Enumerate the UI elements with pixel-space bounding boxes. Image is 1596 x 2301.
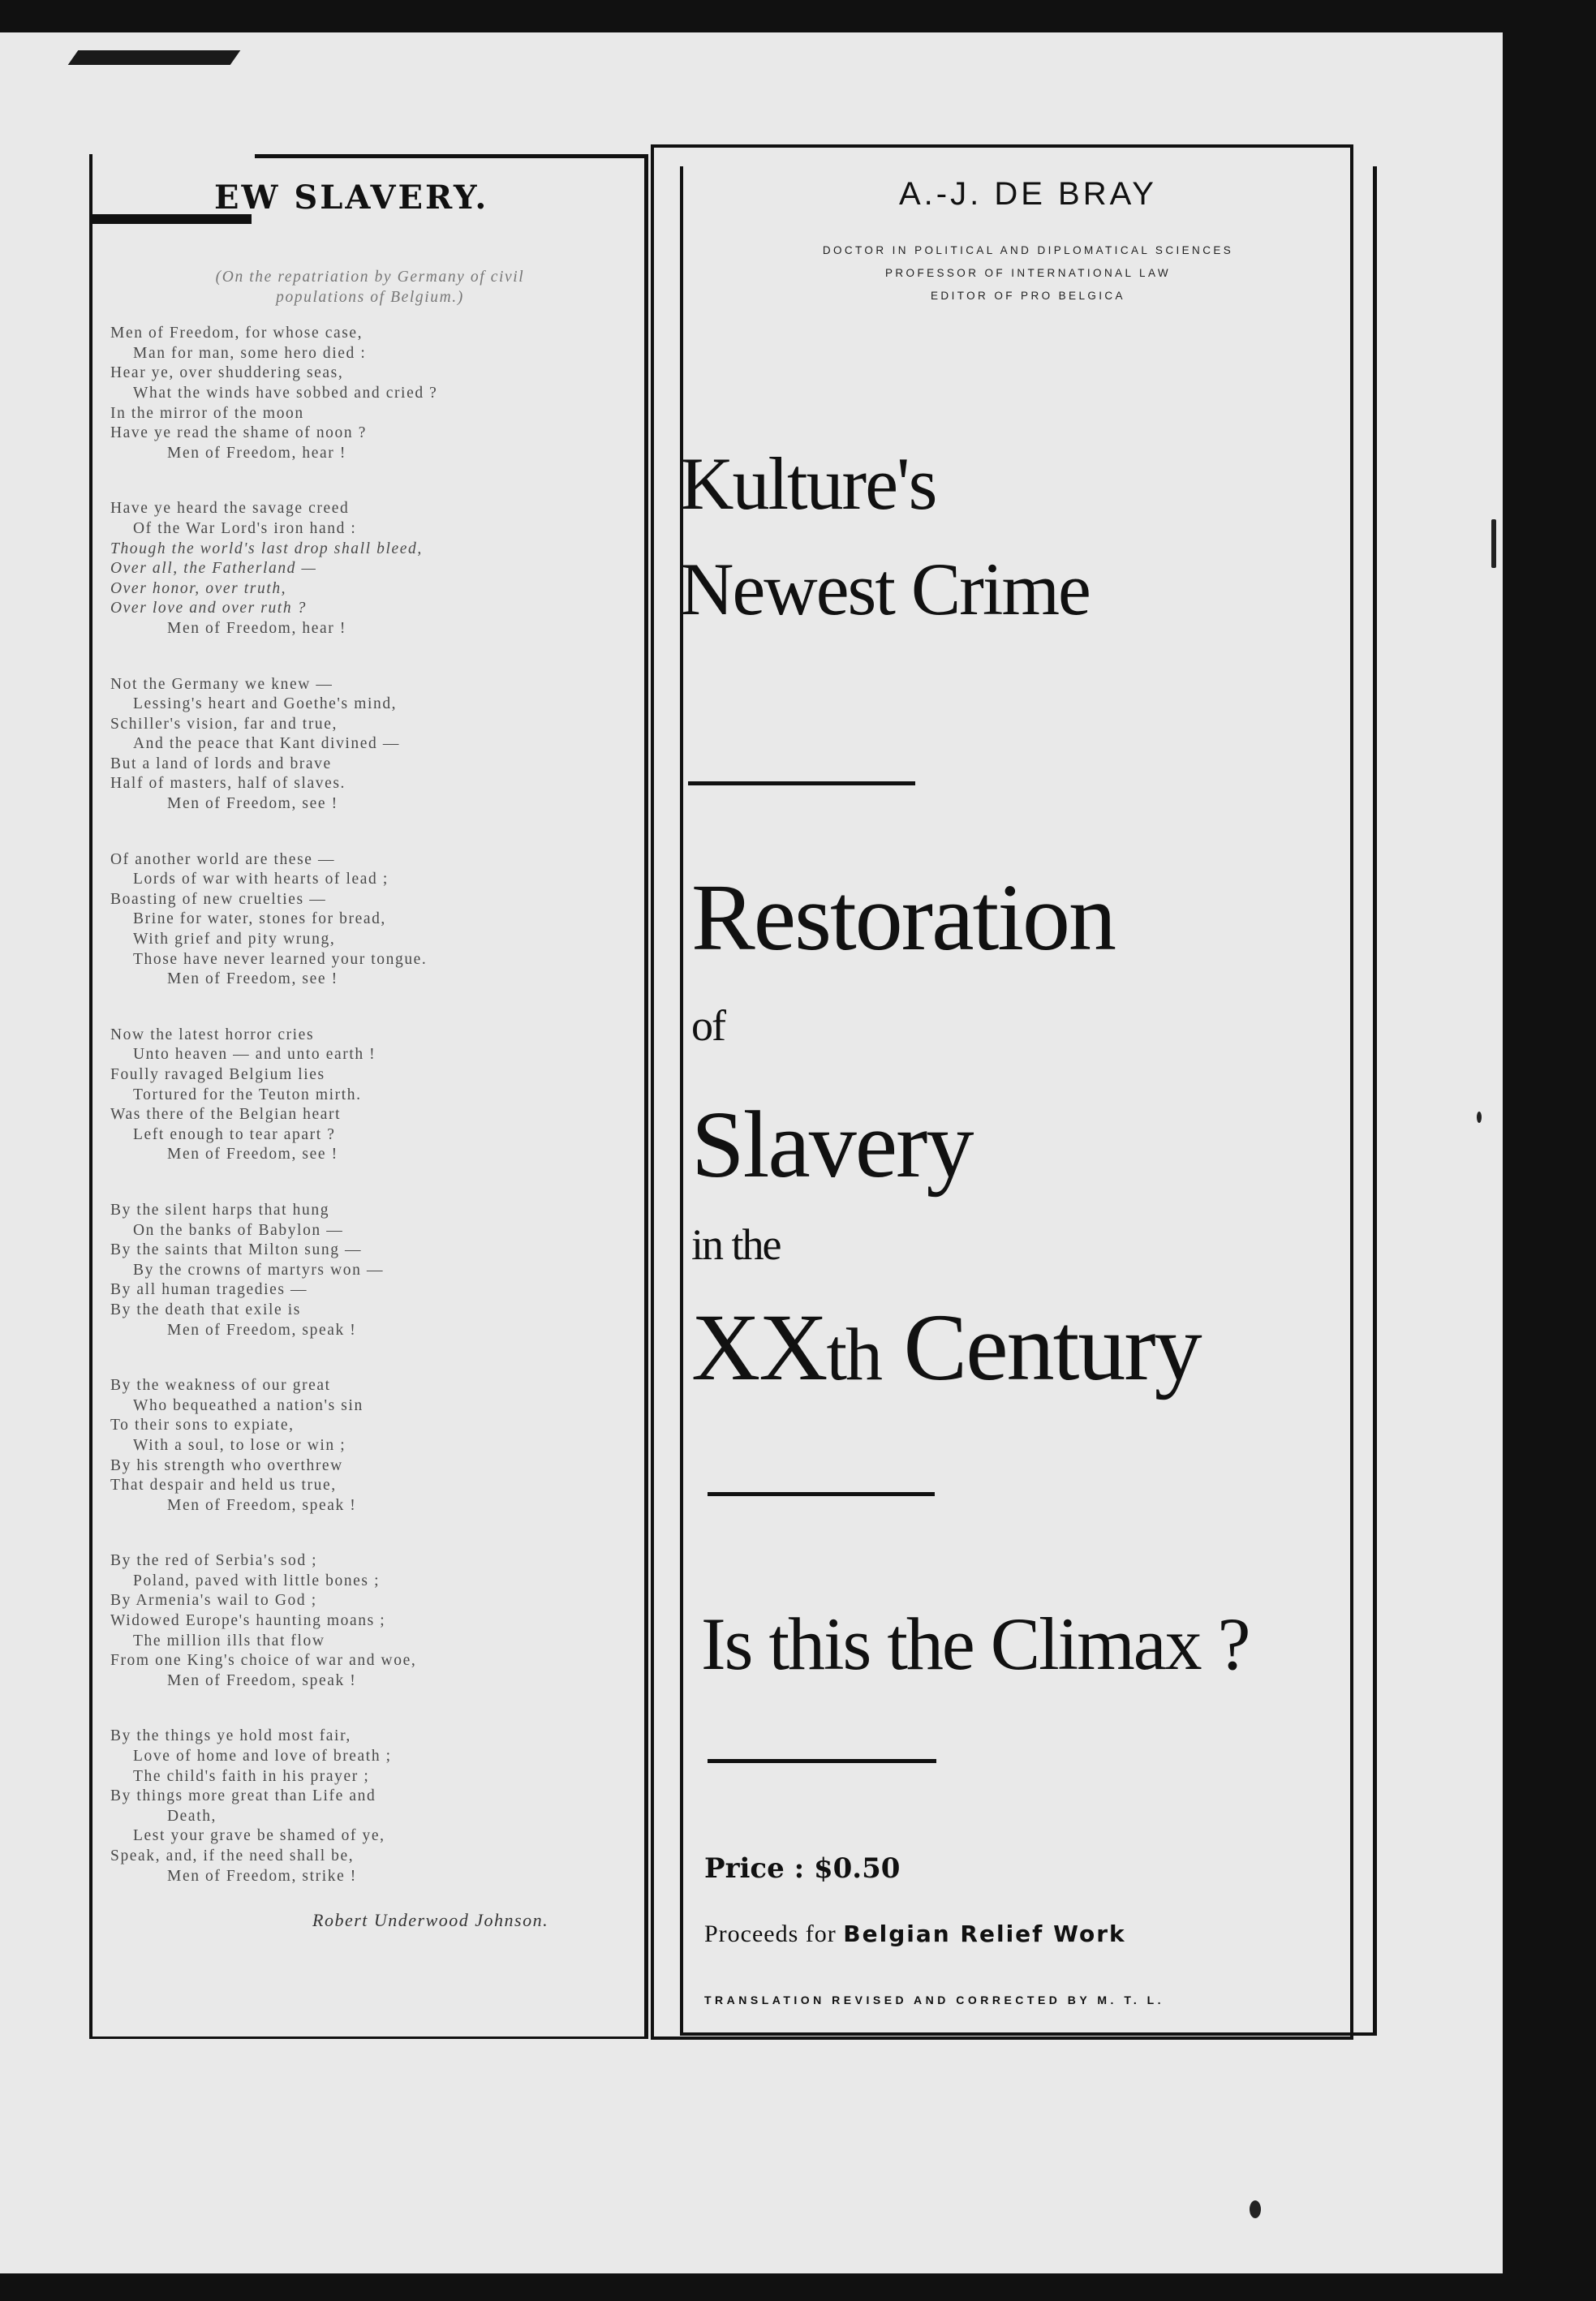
price-label: Price :: [704, 1852, 805, 1885]
poem-line: In the mirror of the moon: [110, 404, 304, 422]
author-credential: PROFESSOR OF INTERNATIONAL LAW: [884, 267, 1172, 279]
poem-refrain-line: Men of Freedom, see !: [167, 795, 338, 813]
poem-line: Love of home and love of breath ;: [133, 1748, 392, 1766]
poem-line: Widowed Europe's haunting moans ;: [110, 1612, 386, 1630]
poem-line: The million ills that flow: [133, 1632, 325, 1649]
poem-refrain-line: Men of Freedom, speak !: [167, 1496, 357, 1514]
poem-stanza: [110, 850, 630, 990]
poem-line: Of the War Lord's iron hand :: [133, 519, 357, 537]
poem-line: Now the latest horror cries: [110, 1026, 315, 1043]
question-heading: Is this the Climax ?: [701, 1602, 1250, 1685]
scan-border-top: [0, 0, 1596, 32]
poem-refrain-line: Men of Freedom, hear !: [167, 619, 346, 637]
poem-stanza: [110, 499, 630, 639]
price-value: $0.50: [813, 1852, 901, 1885]
heading-xx: XX: [691, 1294, 827, 1400]
poem-line: Man for man, some hero died :: [133, 344, 367, 362]
poem-line: The child's faith in his prayer ;: [133, 1767, 370, 1785]
poem-line: By his strength who overthrew: [110, 1456, 343, 1474]
poem-title: EW SLAVERY.: [214, 178, 489, 217]
poem-line: What the winds have sobbed and cried ?: [133, 384, 438, 402]
poem-line: Foully ravaged Belgium lies: [110, 1066, 325, 1083]
poem-line: Of another world are these —: [110, 850, 336, 868]
poem-line: Was there of the Belgian heart: [110, 1106, 342, 1124]
poem-line: By all human tragedies —: [110, 1281, 308, 1299]
heading-th: th: [826, 1313, 881, 1396]
heading-restoration: Restoration: [691, 864, 1116, 970]
poem-line: Those have never learned your tongue.: [133, 950, 428, 968]
poem-line: Tortured for the Teuton mirth.: [133, 1086, 362, 1103]
title-line-1: Kulture's: [680, 442, 936, 525]
heading-slavery: Slavery: [691, 1091, 973, 1198]
heading-of: of: [691, 1001, 725, 1050]
poem-stanza: [110, 675, 630, 815]
poem-line: Lest your grave be shamed of ye,: [133, 1827, 385, 1845]
poem-line: By the silent harps that hung: [110, 1201, 330, 1219]
poem-note-line: (On the repatriation by Germany of civil: [215, 269, 525, 286]
dust-speck: [1250, 2200, 1261, 2218]
poem-body: [110, 268, 630, 1922]
poem-refrain-line: Death,: [167, 1807, 217, 1825]
cover-inner-frame: [680, 166, 1377, 2036]
poem-line: Though the world's last drop shall bleed,: [110, 540, 423, 557]
poem-line: Have ye heard the savage creed: [110, 500, 350, 518]
poem-author: Robert Underwood Johnson.: [312, 1910, 549, 1930]
poem-refrain-line: Men of Freedom, speak !: [167, 1321, 357, 1339]
poem-refrain-line: Men of Freedom, hear !: [167, 444, 346, 462]
poem-note: [110, 268, 630, 308]
poem-line: With a soul, to lose or win ;: [133, 1436, 346, 1454]
poem-stanzas: [110, 324, 630, 1886]
scan-border-right: [1503, 0, 1596, 2301]
poem-column: [89, 154, 648, 2039]
poem-line: By things more great than Life and: [110, 1787, 376, 1805]
poem-line: Over love and over ruth ?: [110, 600, 307, 617]
poem-stanza: [110, 1551, 630, 1691]
author-credential: EDITOR OF PRO BELGICA: [931, 290, 1125, 302]
poem-line: Schiller's vision, far and true,: [110, 715, 338, 733]
dust-speck: [1477, 1112, 1482, 1123]
poem-line: Lessing's heart and Goethe's mind,: [133, 695, 398, 713]
heading-in-the: in the: [691, 1220, 781, 1269]
poem-note-line: populations of Belgium.): [276, 288, 464, 306]
poem-line: By the things ye hold most fair,: [110, 1727, 351, 1745]
proceeds-prefix: Proceeds for: [704, 1920, 837, 1947]
poem-line: By the weakness of our great: [110, 1377, 331, 1395]
poem-line: From one King's choice of war and woe,: [110, 1652, 417, 1670]
poem-line: Hear ye, over shuddering seas,: [110, 364, 344, 382]
poem-line: Over all, the Fatherland —: [110, 560, 317, 578]
poem-line: Who bequeathed a nation's sin: [133, 1396, 364, 1414]
poem-top-rule: [255, 154, 644, 158]
poem-stanza: [110, 1376, 630, 1516]
poem-line: With grief and pity wrung,: [133, 931, 336, 948]
poem-line: By the crowns of martyrs won —: [133, 1261, 385, 1279]
ink-smudge: [68, 50, 241, 65]
poem-line: But a land of lords and brave: [110, 755, 332, 772]
poem-line: By Armenia's wail to God ;: [110, 1592, 317, 1610]
poem-line: Over honor, over truth,: [110, 579, 287, 597]
poem-refrain-line: Men of Freedom, strike !: [167, 1867, 357, 1885]
poem-line: Speak, and, if the need shall be,: [110, 1847, 355, 1864]
poem-line: Poland, paved with little bones ;: [133, 1572, 381, 1589]
heading-century: Century: [903, 1294, 1201, 1400]
title-line-2: Newest Crime: [680, 548, 1090, 630]
poem-stanza: [110, 1727, 630, 1886]
poem-line: Have ye read the shame of noon ?: [110, 424, 367, 442]
poem-stanza: [110, 324, 630, 463]
cover-author: A.-J. DE BRAY: [899, 176, 1157, 212]
poem-line: Not the Germany we knew —: [110, 675, 333, 693]
poem-line: Brine for water, stones for bread,: [133, 910, 386, 928]
poem-line: Lords of war with hearts of lead ;: [133, 871, 389, 888]
author-credential: DOCTOR IN POLITICAL AND DIPLOMATICAL SCIENCES: [822, 244, 1234, 256]
poem-line: Half of masters, half of slaves.: [110, 775, 346, 793]
poem-refrain-line: Men of Freedom, see !: [167, 970, 338, 988]
poem-stanza: [110, 1201, 630, 1340]
poem-line: By the red of Serbia's sod ;: [110, 1552, 318, 1570]
poem-line: By the death that exile is: [110, 1301, 301, 1318]
proceeds-cause: Belgian Relief Work: [843, 1920, 1126, 1947]
poem-line: By the saints that Milton sung —: [110, 1241, 363, 1259]
poem-stanza: [110, 1026, 630, 1165]
dust-speck: [1491, 519, 1496, 568]
poem-line: Men of Freedom, for whose case,: [110, 325, 364, 342]
translation-note: TRANSLATION REVISED AND CORRECTED BY M. T. L.: [704, 1993, 1165, 2006]
poem-line: And the peace that Kant divined —: [133, 735, 400, 753]
poem-line: Left enough to tear apart ?: [133, 1125, 336, 1143]
poem-line: To their sons to expiate,: [110, 1417, 295, 1434]
poem-line: That despair and held us true,: [110, 1477, 337, 1495]
poem-line: Unto heaven — and unto earth !: [133, 1046, 376, 1064]
poem-line: Boasting of new cruelties —: [110, 890, 327, 908]
poem-refrain-line: Men of Freedom, speak !: [167, 1671, 357, 1689]
poem-line: On the banks of Babylon —: [133, 1221, 344, 1239]
scan-border-bottom: [0, 2273, 1596, 2301]
poem-refrain-line: Men of Freedom, see !: [167, 1146, 338, 1163]
